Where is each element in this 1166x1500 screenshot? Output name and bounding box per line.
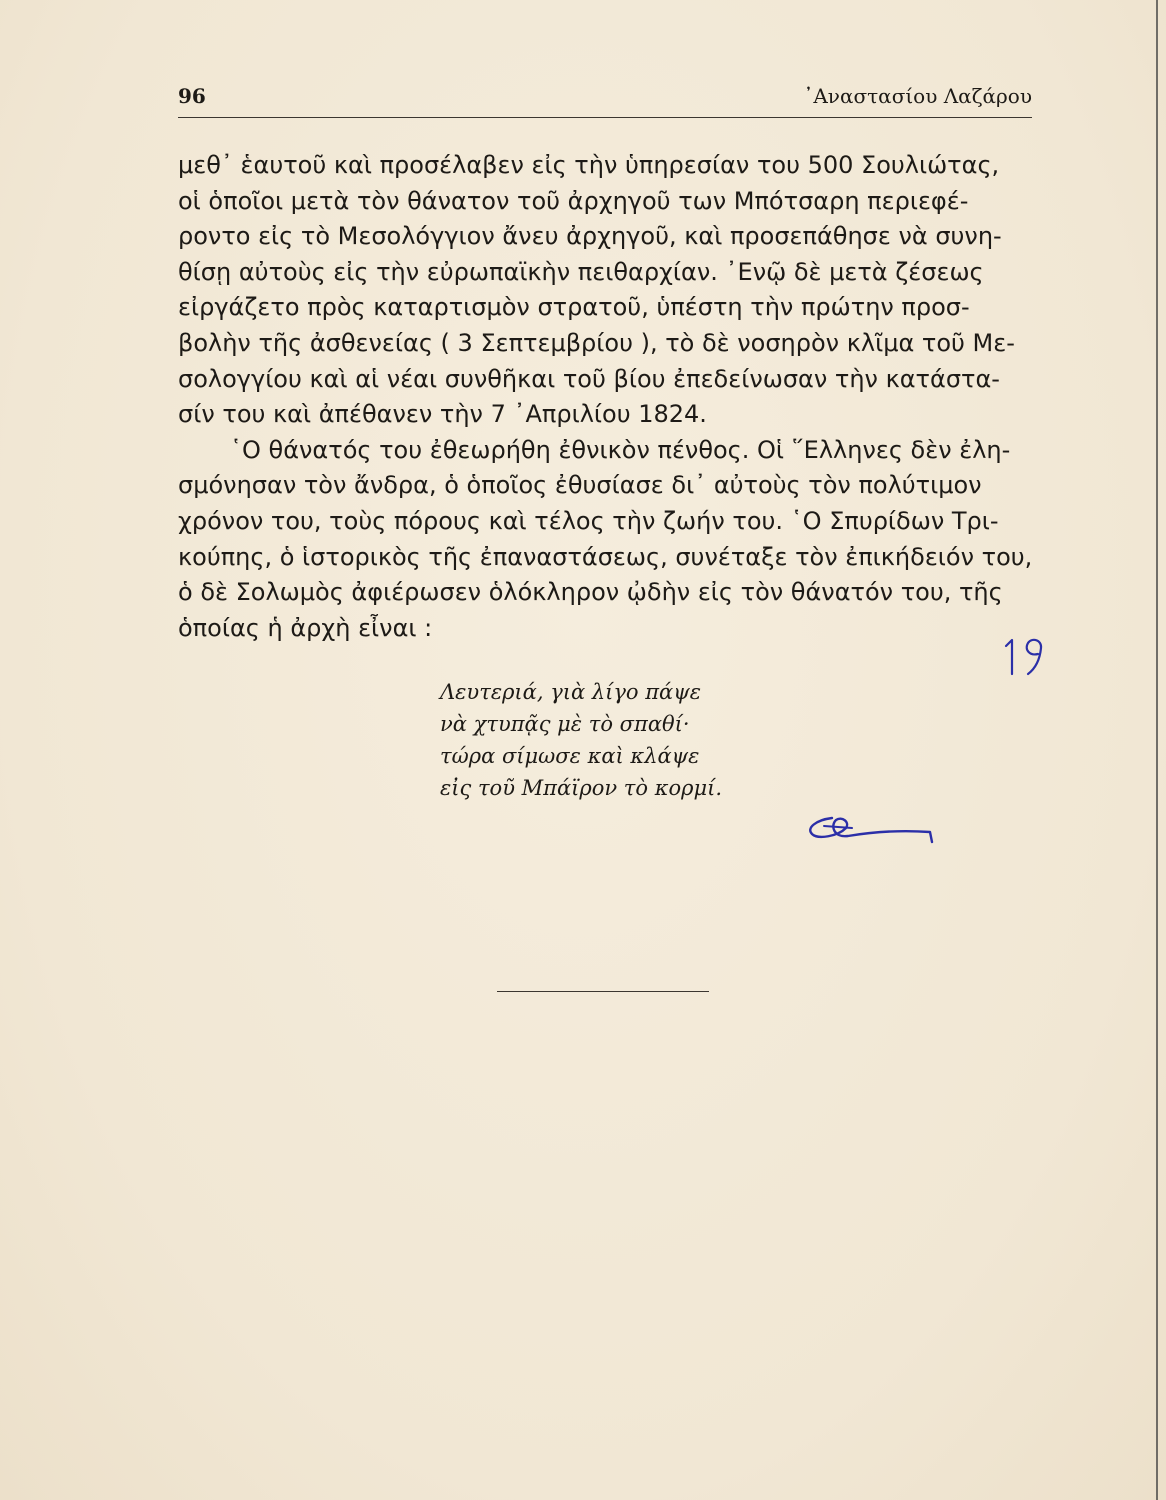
text-line: εἰργάζετο πρὸς καταρτισμὸν στρατοῦ, ὑπέστη τὴν πρώτην προσ- (178, 293, 970, 322)
poem-line: Λευτεριά, γιὰ λίγο πάψε (440, 680, 701, 704)
text-line: χρόνον του, τοὺς πόρους καὶ τέλος τὴν ζωήν του. ῾Ο Σπυρίδων Τρι- (178, 506, 999, 535)
text-line: οἱ ὁποῖοι μετὰ τὸν θάνατον τοῦ ἀρχηγοῦ των Μπότσαρη περιεφέ- (178, 186, 969, 215)
page-edge-shadow (1156, 0, 1158, 1500)
poem-quote (440, 676, 722, 804)
handwritten-stroke (1006, 640, 1012, 674)
handwritten-signature (802, 808, 942, 848)
poem-line: τώρα σίμωσε καὶ κλάψε (440, 744, 700, 768)
text-line: ὁ δὲ Σολωμὸς ἀφιέρωσεν ὁλόκληρον ᾠδὴν εἰς τὸν θάνατόν του, τῆς (178, 578, 1003, 607)
poem-line: εἰς τοῦ Μπάϊρον τὸ κορμί. (440, 776, 723, 800)
handwritten-stroke (1027, 640, 1041, 674)
handwritten-page-number (1000, 632, 1050, 678)
header-rule (178, 117, 1032, 118)
text-line: ὁποίας ἡ ἀρχὴ εἶναι : (178, 613, 433, 642)
text-line: ροντο εἰς τὸ Μεσολόγγιον ἄνευ ἀρχηγοῦ, καὶ προσεπάθησε νὰ συνη- (178, 222, 1002, 251)
text-line: μεθ᾿ ἑαυτοῦ καὶ προσέλαβεν εἰς τὴν ὑπηρεσίαν του 500 Σουλιώτας, (178, 151, 1000, 179)
page-number: 96 (178, 84, 206, 108)
running-head: ᾿Αναστασίου Λαζάρου (803, 84, 1032, 108)
text-line: βολὴν τῆς ἀσθενείας ( 3 Σεπτεμβρίου ), τὸ δὲ νοσηρὸν κλῖμα τοῦ Με- (178, 328, 1015, 357)
text-line: σολογγίου καὶ αἱ νέαι συνθῆκαι τοῦ βίου ἐπεδείνωσαν τὴν κατάστα- (178, 364, 1000, 393)
text-line: κούπης, ὁ ἱστορικὸς τῆς ἐπαναστάσεως, συνέταξε τὸν ἐπικήδειόν του, (178, 542, 1033, 571)
page-header (178, 84, 1032, 112)
poem-line: νὰ χτυπᾷς μὲ τὸ σπαθί· (440, 712, 690, 736)
text-line: ῾Ο θάνατός του ἐθεωρήθη ἐθνικὸν πένθος. Οἱ ῞Ελληνες δὲν ἐλη- (230, 435, 1011, 464)
text-line: σίν του καὶ ἀπέθανεν τὴν 7 ᾿Απριλίου 1824. (178, 400, 707, 429)
body-text (178, 148, 1036, 646)
text-line: θίσῃ αὐτοὺς εἰς τὴν εὐρωπαϊκὴν πειθαρχίαν. ᾿Ενῷ δὲ μετὰ ζέσεως (178, 257, 984, 286)
text-line: σμόνησαν τὸν ἄνδρα, ὁ ὁποῖος ἐθυσίασε δι᾿ αὐτοὺς τὸν πολύτιμον (178, 471, 982, 500)
section-end-rule (497, 991, 709, 992)
